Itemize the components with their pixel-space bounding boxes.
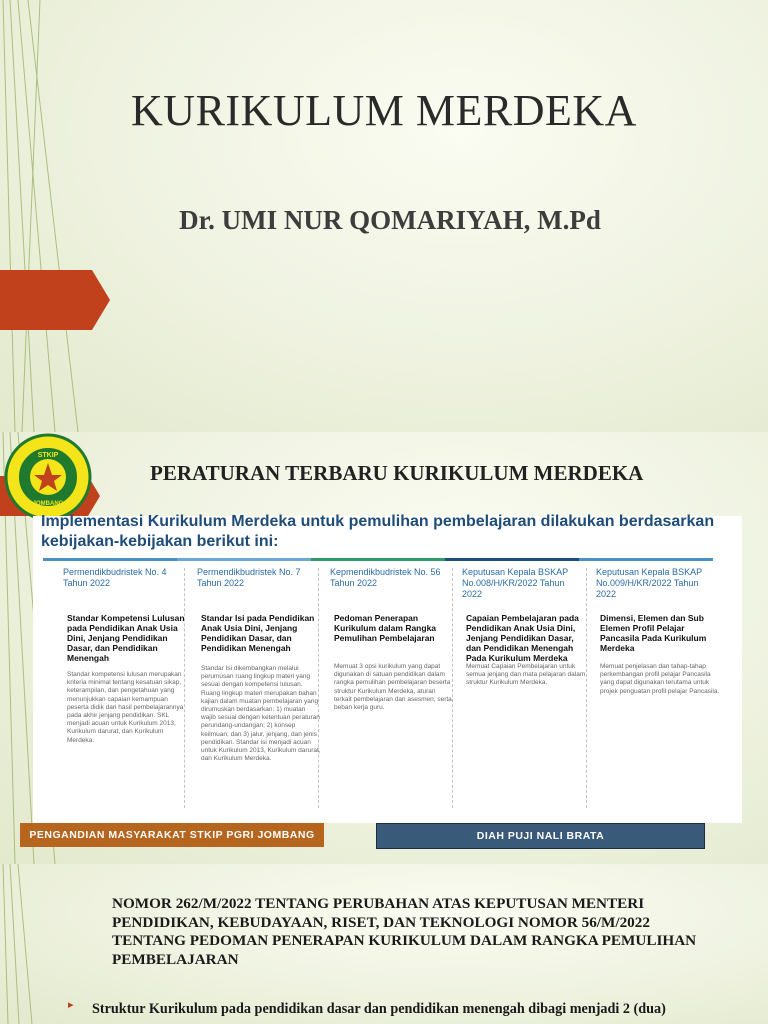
presenter-badge: DIAH PUJI NALI BRATA: [376, 823, 705, 849]
column-body: Memuat Capaian Pembelajaran untuk semua jenjang dan mata pelajaran dalam struktur Kurikulum Merdeka.: [466, 663, 586, 687]
column-subject: Standar Kompetensi Lulusan pada Pendidikan Anak Usia Dini, Jenjang Pendidikan Dasar, dan Pendidikan Menengah: [67, 613, 185, 663]
slide-title: [0, 0, 768, 432]
strip-3: [311, 558, 445, 561]
policy-column-5: [596, 563, 720, 813]
page-title: KURIKULUM MERDEKA: [131, 86, 637, 135]
column-subject: Pedoman Penerapan Kurikulum dalam Rangka Pemulihan Pembelajaran: [334, 613, 437, 643]
column-subject: Capaian Pembelajaran pada Pendidikan Anak Usia Dini, Jenjang Pendidikan Dasar, dan Pendidikan Menengah Pada Kurikulum Merdeka: [466, 613, 579, 663]
column-subject: Standar Isi pada Pendidikan Anak Usia Dini, Jenjang Pendidikan Dasar, dan Pendidikan Menengah: [201, 613, 315, 653]
accent-tab-shape: [0, 270, 112, 330]
strip-4: [445, 558, 579, 561]
column-title: Permendikbudristek No. 7 Tahun 2022: [197, 567, 301, 588]
column-body: Standar Isi dikembangkan melalui perumusan ruang lingkup materi yang sesuai dengan kompetensi lulusan. Ruang lingkup materi merupakan bahan kajian dalam muatan pembelajaran yang dirumuskan berdasarkan: 1) muatan wajib sesuai dengan ketentuan peraturan perundang-undangan; 2) konsep keilmuan; dan 3) jalur, jenjang, dan jenis pendidikan. Standar isi menjadi acuan untuk Kurikulum 2013, Kurikulum darurat, dan Kurikulum Merdeka.: [201, 665, 321, 763]
policy-column-2: [197, 563, 321, 813]
author-name: Dr. UMI NUR QOMARIYAH, M.Pd: [179, 205, 601, 235]
column-title: Permendikbudristek No. 4 Tahun 2022: [63, 567, 167, 588]
column-body: Standar kompetensi lulusan merupakan kriteria minimal tentang kesatuan sikap, keterampilan, dan pengetahuan yang menunjukkan capaian kemampuan peserta didik dari hasil pembelajarannya pada akhir jenjang pendidikan. SKL menjadi acuan untuk Kurikulum 2013, Kurikulum darurat, dan Kurikulum Merdeka.: [67, 671, 184, 744]
slide-decree: [0, 864, 768, 1024]
section-title: PERATURAN TERBARU KURIKULUM MERDEKA: [150, 461, 644, 485]
column-title: Keputusan Kepala BSKAP No.008/H/KR/2022 Tahun 2022: [462, 567, 568, 599]
column-body: Memuat 3 opsi kurikulum yang dapat digunakan di satuan pendidikan dalam rangka pemulihan pembelajaran beserta struktur Kurikulum Merdeka, aturan terkait pembelajaran dan asesmen, serta beban kerja guru.: [334, 663, 452, 712]
slide-regulations: [0, 432, 768, 864]
strip-5: [579, 558, 713, 561]
decree-title: NOMOR 262/M/2022 TENTANG PERUBAHAN ATAS KEPUTUSAN MENTERI PENDIDIKAN, KEBUDAYAAN, RISET, DAN TEKNOLOGI NOMOR 56/M/2022 TENTANG PEDOMAN PENERAPAN KURIKULUM DALAM RANGKA PEMULIHAN PEMBELAJARAN: [112, 895, 697, 968]
stkip-logo: [4, 433, 92, 521]
column-title: Keputusan Kepala BSKAP No.009/H/KR/2022 Tahun 2022: [596, 567, 702, 599]
strip-2: [177, 558, 311, 561]
policy-column-1: [63, 563, 183, 813]
column-title: Kepmendikbudristek No. 56 Tahun 2022: [330, 567, 441, 588]
policy-panel: [33, 513, 742, 823]
community-service-badge: PENGANDIAN MASYARAKAT STKIP PGRI JOMBANG: [20, 823, 324, 847]
column-subject: Dimensi, Elemen dan Sub Elemen Profil Pelajar Pancasila Pada Kurikulum Merdeka: [600, 613, 707, 653]
policy-column-4: [462, 563, 586, 813]
column-divider: [586, 568, 587, 808]
strip-1: [43, 558, 177, 561]
decorative-lines: [0, 864, 90, 1024]
policy-column-3: [330, 563, 450, 813]
logo-text-top: STKIP: [37, 452, 59, 459]
panel-heading: Implementasi Kurikulum Merdeka untuk pemulihan pembelajaran dilakukan berdasarkan kebijakan-kebijakan berikut ini:: [41, 513, 715, 550]
bullet-icon: ▸: [68, 999, 74, 1011]
logo-text-bottom: JOMBANG: [32, 501, 64, 507]
bullet-text: Struktur Kurikulum pada pendidikan dasar dan pendidikan menengah dibagi menjadi 2 (dua): [92, 1001, 666, 1017]
column-body: Memuat penjelasan dan tahap-tahap perkembangan profil pelajar Pancasila yang dapat digunakan terutama untuk projek penguatan profil pelajar Pancasila.: [600, 663, 720, 695]
